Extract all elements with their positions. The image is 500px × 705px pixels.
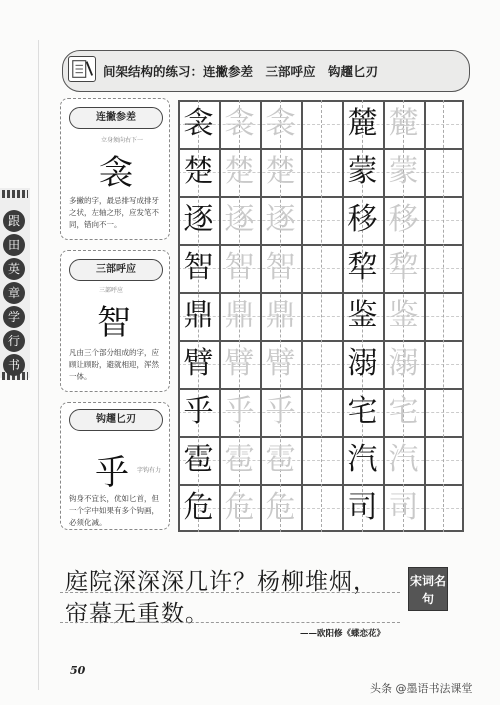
- model-character: 汽: [347, 442, 378, 477]
- technique-label: 三部呼应: [69, 259, 163, 281]
- model-character: 移: [347, 202, 378, 237]
- model-character: 臂: [183, 346, 214, 381]
- side-tab-char: 行: [3, 330, 25, 352]
- grid-rule: [301, 100, 303, 532]
- technique-description: 凡由三个部分组成的字，应顾让顾盼，避就相迎，浑然一体。: [69, 348, 159, 381]
- technique-label: 钩趯匕刃: [69, 409, 163, 431]
- technique-label: 连撇参差: [69, 107, 163, 129]
- trace-character: 司: [388, 490, 419, 525]
- model-character: 麓: [347, 106, 378, 141]
- technique-note: 立身须向右下一: [101, 137, 144, 144]
- technique-card-lianpie: [60, 98, 170, 240]
- grid-rule: [424, 100, 426, 532]
- model-character: 危: [183, 490, 214, 525]
- side-tab-title: [3, 210, 27, 378]
- example-character: 衾: [99, 153, 133, 193]
- trace-character: 衾: [265, 106, 296, 141]
- example-character: 乎: [95, 453, 129, 493]
- technique-note: 字钩有力: [137, 467, 162, 474]
- trace-character: 楚: [265, 154, 296, 189]
- trace-character: 麓: [388, 106, 419, 141]
- technique-card-sanbu: [60, 250, 170, 392]
- poem-guide-line: [60, 592, 400, 593]
- trace-character: 逐: [265, 202, 296, 237]
- trace-character: 汽: [388, 442, 419, 477]
- page-title: 间架结构的练习：连撇参差 三部呼应 钩趯匕刃: [103, 64, 379, 79]
- poem-guide-line: [60, 622, 400, 623]
- page-number: 50: [70, 664, 86, 677]
- model-character: 司: [347, 490, 378, 525]
- seal-stamp: 宋词名句: [408, 567, 448, 611]
- trace-character: 危: [265, 490, 296, 525]
- model-character: 鉴: [347, 298, 378, 333]
- side-tab-char: 跟: [3, 210, 25, 232]
- trace-character: 臂: [265, 346, 296, 381]
- trace-character: 臂: [224, 346, 255, 381]
- model-character: 宅: [347, 394, 378, 429]
- technique-note: 三部呼应: [99, 287, 124, 294]
- trace-character: 鼎: [265, 298, 296, 333]
- technique-description: 钩身不宜长，优如匕首，但一个字中如果有多个钩画，必须化减。: [69, 494, 159, 527]
- trace-character: 乎: [265, 394, 296, 429]
- technique-description: 多撇的字，最忌排写成排牙之状，左轴之形，应发笔不同，错向不一。: [69, 196, 159, 229]
- grid-guide: [321, 100, 322, 532]
- trace-character: 危: [224, 490, 255, 525]
- side-tab-char: 学: [3, 306, 25, 328]
- model-character: 衾: [183, 106, 214, 141]
- poem-line: 帘幕无重数。: [65, 601, 209, 627]
- grid-guide: [443, 100, 444, 532]
- trace-character: 雹: [265, 442, 296, 477]
- trace-character: 溺: [388, 346, 419, 381]
- side-tab-char: 英: [3, 258, 25, 280]
- model-character: 犂: [347, 250, 378, 285]
- trace-character: 移: [388, 202, 419, 237]
- example-character: 智: [97, 303, 131, 343]
- page-margin-line: [38, 40, 39, 690]
- trace-character: 楚: [224, 154, 255, 189]
- poem-line: 庭院深深深几许？杨柳堆烟，: [65, 569, 377, 595]
- model-character: 蒙: [347, 154, 378, 189]
- watermark: 头条 @墨语书法课堂: [370, 682, 473, 695]
- grid-rule: [462, 100, 464, 532]
- side-tab-top-ornament: [2, 190, 28, 198]
- trace-character: 鉴: [388, 298, 419, 333]
- trace-character: 逐: [224, 202, 255, 237]
- trace-character: 蒙: [388, 154, 419, 189]
- book-icon: [68, 56, 96, 82]
- trace-character: 雹: [224, 442, 255, 477]
- trace-character: 衾: [224, 106, 255, 141]
- poem-attribution: ——欧阳修《蝶恋花》: [300, 629, 386, 639]
- trace-character: 智: [224, 250, 255, 285]
- practice-grid: [178, 100, 464, 532]
- side-tab-char: 章: [3, 282, 25, 304]
- model-character: 楚: [183, 154, 214, 189]
- model-character: 雹: [183, 442, 214, 477]
- side-tab-char: 田: [3, 234, 25, 256]
- trace-character: 乎: [224, 394, 255, 429]
- model-character: 乎: [183, 394, 214, 429]
- side-tab-char: 书: [3, 354, 25, 376]
- trace-character: 鼎: [224, 298, 255, 333]
- model-character: 鼎: [183, 298, 214, 333]
- model-character: 逐: [183, 202, 214, 237]
- model-character: 溺: [347, 346, 378, 381]
- trace-character: 宅: [388, 394, 419, 429]
- trace-character: 犂: [388, 250, 419, 285]
- trace-character: 智: [265, 250, 296, 285]
- model-character: 智: [183, 250, 214, 285]
- technique-card-gouti: [60, 402, 170, 530]
